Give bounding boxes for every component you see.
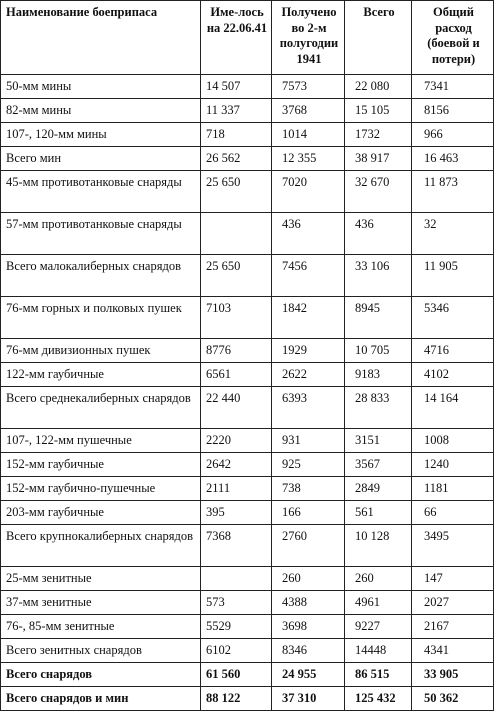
expenditure-cell: 2027 [412, 591, 494, 615]
total-cell: 10 128 [345, 525, 412, 567]
stock-cell [201, 567, 272, 591]
ammunition-name-cell: 50-мм мины [1, 75, 201, 99]
ammunition-name-cell: Всего крупнокалиберных снарядов [1, 525, 201, 567]
expenditure-cell: 1240 [412, 453, 494, 477]
stock-cell: 26 562 [201, 147, 272, 171]
expenditure-cell: 14 164 [412, 387, 494, 429]
received-cell: 925 [272, 453, 345, 477]
received-cell: 2760 [272, 525, 345, 567]
table-row [1, 591, 494, 615]
stock-cell: 61 560 [201, 663, 272, 687]
total-cell: 15 105 [345, 99, 412, 123]
total-cell: 33 106 [345, 255, 412, 297]
stock-cell: 22 440 [201, 387, 272, 429]
table-row [1, 213, 494, 255]
ammunition-name-cell: 122-мм гаубичные [1, 363, 201, 387]
ammunition-name-cell: 37-мм зенитные [1, 591, 201, 615]
received-cell: 1842 [272, 297, 345, 339]
ammunition-name-cell: 82-мм мины [1, 99, 201, 123]
header-stock-on-22-06-41: Име-лось на 22.06.41 [201, 1, 272, 75]
ammunition-name-cell: Всего малокалиберных снарядов [1, 255, 201, 297]
stock-cell: 5529 [201, 615, 272, 639]
ammunition-name-cell: Всего среднекалиберных снарядов [1, 387, 201, 429]
table-row [1, 171, 494, 213]
received-cell: 6393 [272, 387, 345, 429]
stock-cell: 11 337 [201, 99, 272, 123]
ammunition-name-cell: 57-мм противотанковые снаряды [1, 213, 201, 255]
total-cell: 28 833 [345, 387, 412, 429]
stock-cell: 88 122 [201, 687, 272, 711]
table-row [1, 687, 494, 711]
ammunition-name-cell: 152-мм гаубичные [1, 453, 201, 477]
table-row [1, 387, 494, 429]
received-cell: 931 [272, 429, 345, 453]
stock-cell: 6561 [201, 363, 272, 387]
total-cell: 260 [345, 567, 412, 591]
table-row [1, 297, 494, 339]
stock-cell: 395 [201, 501, 272, 525]
received-cell: 7573 [272, 75, 345, 99]
stock-cell: 573 [201, 591, 272, 615]
stock-cell: 8776 [201, 339, 272, 363]
table-row [1, 429, 494, 453]
table-row [1, 339, 494, 363]
table-row [1, 567, 494, 591]
expenditure-cell: 11 873 [412, 171, 494, 213]
expenditure-cell: 4341 [412, 639, 494, 663]
ammunition-name-cell: 152-мм гаубично-пушечные [1, 477, 201, 501]
header-total-expenditure: Общий расход (боевой и потери) [412, 1, 494, 75]
header-total: Всего [345, 1, 412, 75]
received-cell: 3768 [272, 99, 345, 123]
received-cell: 166 [272, 501, 345, 525]
stock-cell: 25 650 [201, 255, 272, 297]
expenditure-cell: 1181 [412, 477, 494, 501]
table-row [1, 147, 494, 171]
stock-cell: 718 [201, 123, 272, 147]
table-row [1, 255, 494, 297]
ammunition-name-cell: 107-, 120-мм мины [1, 123, 201, 147]
table-row [1, 453, 494, 477]
received-cell: 24 955 [272, 663, 345, 687]
table-row [1, 639, 494, 663]
received-cell: 738 [272, 477, 345, 501]
expenditure-cell: 66 [412, 501, 494, 525]
total-cell: 38 917 [345, 147, 412, 171]
total-cell: 561 [345, 501, 412, 525]
expenditure-cell: 966 [412, 123, 494, 147]
header-ammunition-name: Наименование боеприпаса [1, 1, 201, 75]
ammunition-name-cell: 107-, 122-мм пушечные [1, 429, 201, 453]
total-cell: 3151 [345, 429, 412, 453]
expenditure-cell: 11 905 [412, 255, 494, 297]
received-cell: 4388 [272, 591, 345, 615]
total-cell: 125 432 [345, 687, 412, 711]
total-cell: 4961 [345, 591, 412, 615]
total-cell: 8945 [345, 297, 412, 339]
received-cell: 8346 [272, 639, 345, 663]
table-row [1, 99, 494, 123]
stock-cell: 2111 [201, 477, 272, 501]
table-row [1, 477, 494, 501]
total-cell: 2849 [345, 477, 412, 501]
ammunition-name-cell: 45-мм противотанковые снаряды [1, 171, 201, 213]
table-row [1, 615, 494, 639]
received-cell: 2622 [272, 363, 345, 387]
total-cell: 436 [345, 213, 412, 255]
stock-cell: 25 650 [201, 171, 272, 213]
expenditure-cell: 4102 [412, 363, 494, 387]
stock-cell: 2220 [201, 429, 272, 453]
stock-cell: 14 507 [201, 75, 272, 99]
total-cell: 10 705 [345, 339, 412, 363]
table-row [1, 525, 494, 567]
table-row [1, 75, 494, 99]
ammunition-name-cell: Всего мин [1, 147, 201, 171]
expenditure-cell: 1008 [412, 429, 494, 453]
table-row [1, 123, 494, 147]
table-row [1, 363, 494, 387]
total-cell: 3567 [345, 453, 412, 477]
table-body [1, 75, 494, 711]
expenditure-cell: 50 362 [412, 687, 494, 711]
stock-cell: 2642 [201, 453, 272, 477]
received-cell: 12 355 [272, 147, 345, 171]
total-cell: 9227 [345, 615, 412, 639]
expenditure-cell: 7341 [412, 75, 494, 99]
stock-cell [201, 213, 272, 255]
ammunition-name-cell: 76-, 85-мм зенитные [1, 615, 201, 639]
table-header-row [1, 1, 494, 75]
expenditure-cell: 8156 [412, 99, 494, 123]
ammunition-name-cell: 76-мм горных и полковых пушек [1, 297, 201, 339]
expenditure-cell: 4716 [412, 339, 494, 363]
table-row [1, 663, 494, 687]
received-cell: 3698 [272, 615, 345, 639]
received-cell: 436 [272, 213, 345, 255]
stock-cell: 6102 [201, 639, 272, 663]
ammunition-name-cell: 76-мм дивизионных пушек [1, 339, 201, 363]
received-cell: 7456 [272, 255, 345, 297]
ammunition-name-cell: 203-мм гаубичные [1, 501, 201, 525]
expenditure-cell: 32 [412, 213, 494, 255]
ammunition-name-cell: Всего снарядов и мин [1, 687, 201, 711]
expenditure-cell: 16 463 [412, 147, 494, 171]
ammunition-name-cell: Всего зенитных снарядов [1, 639, 201, 663]
received-cell: 1014 [272, 123, 345, 147]
total-cell: 32 670 [345, 171, 412, 213]
stock-cell: 7368 [201, 525, 272, 567]
received-cell: 37 310 [272, 687, 345, 711]
total-cell: 14448 [345, 639, 412, 663]
expenditure-cell: 33 905 [412, 663, 494, 687]
table-row [1, 501, 494, 525]
expenditure-cell: 2167 [412, 615, 494, 639]
expenditure-cell: 3495 [412, 525, 494, 567]
stock-cell: 7103 [201, 297, 272, 339]
total-cell: 86 515 [345, 663, 412, 687]
received-cell: 7020 [272, 171, 345, 213]
total-cell: 1732 [345, 123, 412, 147]
header-received-2nd-half-1941: Получено во 2-м полугодии 1941 [272, 1, 345, 75]
ammunition-name-cell: Всего снарядов [1, 663, 201, 687]
expenditure-cell: 147 [412, 567, 494, 591]
total-cell: 9183 [345, 363, 412, 387]
total-cell: 22 080 [345, 75, 412, 99]
expenditure-cell: 5346 [412, 297, 494, 339]
received-cell: 260 [272, 567, 345, 591]
ammunition-name-cell: 25-мм зенитные [1, 567, 201, 591]
received-cell: 1929 [272, 339, 345, 363]
